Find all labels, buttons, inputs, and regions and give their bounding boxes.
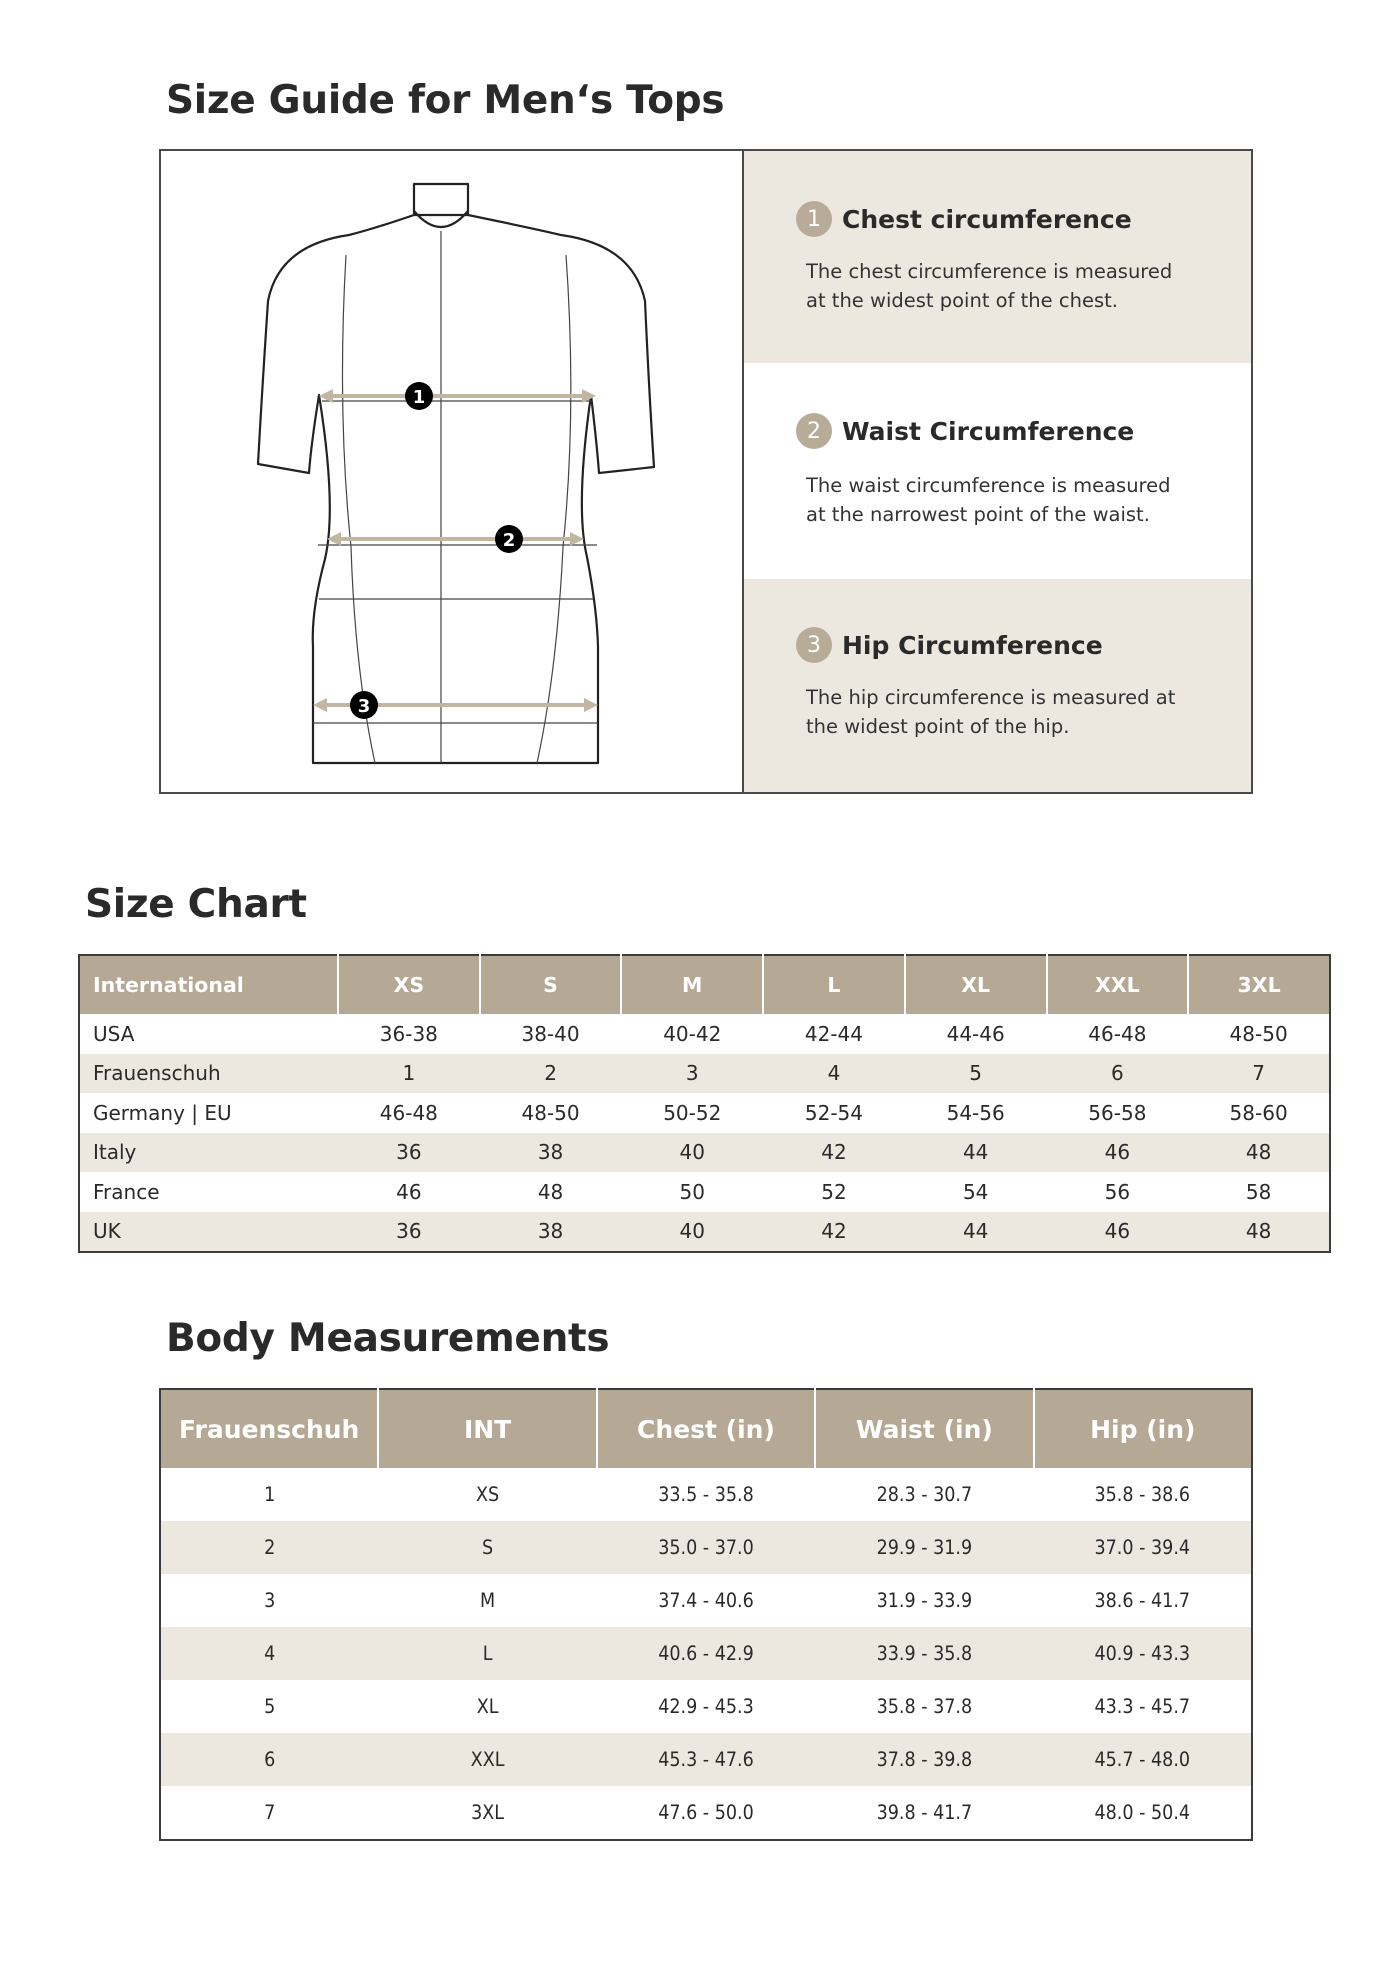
body-measurements-title: Body Measurements (166, 1316, 610, 1361)
table-row (160, 1733, 1252, 1786)
table-row (79, 1093, 1330, 1133)
row-label: France (93, 1179, 160, 1204)
hip-description (744, 579, 1251, 792)
table-row (160, 1786, 1252, 1840)
table-cell: 40.9 - 43.3 (1034, 1627, 1252, 1680)
table-cell: 47.6 - 50.0 (658, 1801, 754, 1824)
header-cell: XL (905, 955, 1047, 1014)
table-row (79, 1054, 1330, 1094)
table-cell: 52 (821, 1179, 847, 1204)
waist-description (744, 363, 1251, 579)
table-cell: 36 (338, 1212, 480, 1253)
table-cell: 46 (1047, 1133, 1189, 1173)
row-label: Italy (79, 1133, 338, 1173)
number-badge: 1 (796, 201, 832, 237)
table-cell: 1 (264, 1483, 276, 1506)
table-cell: L (378, 1627, 596, 1680)
table-cell: 58 (1245, 1179, 1272, 1204)
header-cell: Waist (in) (815, 1389, 1033, 1468)
chest-text: The chest circumference is measured at the widest point of the chest. (806, 260, 1173, 312)
table-cell: 2 (160, 1521, 378, 1574)
table-cell: 3 (621, 1054, 763, 1094)
table-cell: 50-52 (663, 1100, 722, 1125)
hip-text: The hip circumference is measured at the widest point of the hip. (806, 686, 1176, 738)
table-cell: 40 (621, 1133, 763, 1173)
size-chart-title: Size Chart (85, 882, 307, 927)
table-cell: 54-56 (946, 1100, 1005, 1125)
table-cell: S (378, 1521, 596, 1574)
svg-text:1: 1 (412, 387, 426, 408)
row-label: Frauenschuh (79, 1054, 338, 1094)
table-cell: 42 (763, 1212, 905, 1253)
table-row (160, 1627, 1252, 1680)
table-cell: 56 (1104, 1179, 1131, 1204)
table-cell: 29.9 - 31.9 (815, 1521, 1033, 1574)
table-row (79, 1014, 1330, 1054)
table-cell: XS (476, 1483, 500, 1506)
table-cell: 56-58 (1088, 1100, 1147, 1125)
table-cell: 4 (160, 1627, 378, 1680)
shirt-outline (258, 184, 654, 763)
table-cell: 5 (264, 1695, 276, 1718)
waist-measure-arrow (327, 532, 584, 546)
header-cell: Frauenschuh (160, 1389, 378, 1468)
chest-description (744, 151, 1251, 363)
hip-title: Hip Circumference (842, 630, 1103, 660)
body-measurements-header-row (160, 1389, 1252, 1468)
table-row (160, 1521, 1252, 1574)
header-cell: S (480, 955, 622, 1014)
hip-heading (796, 627, 1103, 663)
table-cell: 28.3 - 30.7 (876, 1483, 973, 1506)
table-cell: 35.8 - 37.8 (876, 1695, 973, 1718)
table-cell: 37.8 - 39.8 (815, 1733, 1033, 1786)
table-cell: 37.4 - 40.6 (658, 1589, 754, 1612)
chest-title: Chest circumference (842, 204, 1132, 234)
table-cell: 48 (537, 1179, 564, 1204)
table-cell: 3XL (471, 1801, 505, 1824)
chest-heading (796, 201, 1132, 237)
table-cell: 37.0 - 39.4 (1034, 1521, 1252, 1574)
table-cell: 58-60 (1229, 1100, 1288, 1125)
waist-title: Waist Circumference (842, 416, 1135, 446)
table-cell: 6 (160, 1733, 378, 1786)
guide-title: Size Guide for Men‘s Tops (166, 78, 725, 123)
table-cell: 40.6 - 42.9 (597, 1627, 815, 1680)
table-row (160, 1574, 1252, 1627)
svg-text:3: 3 (357, 696, 371, 717)
header-cell: 3XL (1188, 955, 1330, 1014)
table-row (160, 1680, 1252, 1733)
table-cell: 38 (480, 1212, 622, 1253)
table-row (79, 1172, 1330, 1212)
table-cell: 44 (905, 1133, 1047, 1173)
header-cell: INT (378, 1389, 596, 1468)
table-cell: XXL (378, 1733, 596, 1786)
table-cell: 43.3 - 45.7 (1094, 1695, 1191, 1718)
header-cell: Chest (in) (597, 1389, 815, 1468)
table-cell: 3 (264, 1589, 276, 1612)
shirt-seams (313, 231, 598, 763)
size-chart-table (78, 954, 1331, 1253)
marker-2 (495, 525, 523, 553)
table-cell: 44 (905, 1212, 1047, 1253)
table-cell: 35.8 - 38.6 (1094, 1483, 1191, 1506)
table-cell: 46-48 (379, 1100, 438, 1125)
table-cell: 39.8 - 41.7 (876, 1801, 973, 1824)
number-badge: 2 (796, 413, 832, 449)
table-cell: 36-38 (379, 1021, 438, 1046)
table-row (79, 1133, 1330, 1173)
shirt-diagram (161, 151, 744, 796)
table-row (160, 1468, 1252, 1521)
table-cell: 38.6 - 41.7 (1094, 1589, 1191, 1612)
table-cell: 4 (763, 1054, 905, 1094)
row-label: Germany | EU (93, 1100, 232, 1125)
header-cell: M (621, 955, 763, 1014)
table-cell: 42-44 (804, 1021, 864, 1046)
table-cell: M (480, 1589, 496, 1612)
table-cell: 40-42 (663, 1021, 722, 1046)
table-cell: 45.3 - 47.6 (597, 1733, 815, 1786)
table-cell: 46 (1047, 1212, 1189, 1253)
table-row (79, 1212, 1330, 1253)
table-cell: 31.9 - 33.9 (876, 1589, 973, 1612)
table-cell: 48.0 - 50.4 (1094, 1801, 1191, 1824)
table-cell: 52-54 (804, 1100, 864, 1125)
measurement-descriptions (744, 151, 1251, 792)
table-cell: 48 (1188, 1133, 1330, 1173)
table-cell: 7 (1188, 1054, 1330, 1094)
header-cell: International (79, 955, 338, 1014)
svg-text:2: 2 (502, 530, 516, 551)
table-cell: XL (476, 1695, 499, 1718)
size-guide-panel (159, 149, 1253, 794)
waist-text: The waist circumference is measured at the narrowest point of the waist. (806, 474, 1171, 526)
table-cell: 33.9 - 35.8 (815, 1627, 1033, 1680)
table-cell: 54 (962, 1179, 989, 1204)
table-cell: 48-50 (521, 1100, 580, 1125)
table-cell: 46 (396, 1179, 422, 1204)
table-cell: 6 (1047, 1054, 1189, 1094)
table-cell: 45.7 - 48.0 (1034, 1733, 1252, 1786)
waist-heading (796, 413, 1134, 449)
table-cell: 48-50 (1229, 1021, 1288, 1046)
table-cell: 33.5 - 35.8 (658, 1483, 754, 1506)
table-cell: 40 (621, 1212, 763, 1253)
body-measurements-table (159, 1388, 1253, 1841)
table-cell: 48 (1188, 1212, 1330, 1253)
table-cell: 44-46 (946, 1021, 1005, 1046)
row-label: UK (79, 1212, 338, 1253)
marker-3 (350, 691, 378, 719)
shirt-figure-panel (161, 151, 744, 792)
marker-1 (405, 382, 433, 410)
table-cell: 42.9 - 45.3 (658, 1695, 754, 1718)
table-cell: 5 (905, 1054, 1047, 1094)
size-chart-header-row (79, 955, 1330, 1014)
table-cell: 50 (679, 1179, 705, 1204)
header-cell: L (763, 955, 905, 1014)
table-cell: 46-48 (1088, 1021, 1147, 1046)
table-cell: 36 (338, 1133, 480, 1173)
table-cell: 7 (264, 1801, 276, 1824)
header-cell: XS (338, 955, 480, 1014)
header-cell: Hip (in) (1034, 1389, 1252, 1468)
table-cell: 38 (480, 1133, 622, 1173)
table-cell: 42 (763, 1133, 905, 1173)
table-cell: 1 (338, 1054, 480, 1094)
header-cell: XXL (1047, 955, 1189, 1014)
row-label: USA (93, 1021, 135, 1046)
number-badge: 3 (796, 627, 832, 663)
table-cell: 2 (480, 1054, 622, 1094)
table-cell: 38-40 (521, 1021, 580, 1046)
table-cell: 35.0 - 37.0 (597, 1521, 815, 1574)
